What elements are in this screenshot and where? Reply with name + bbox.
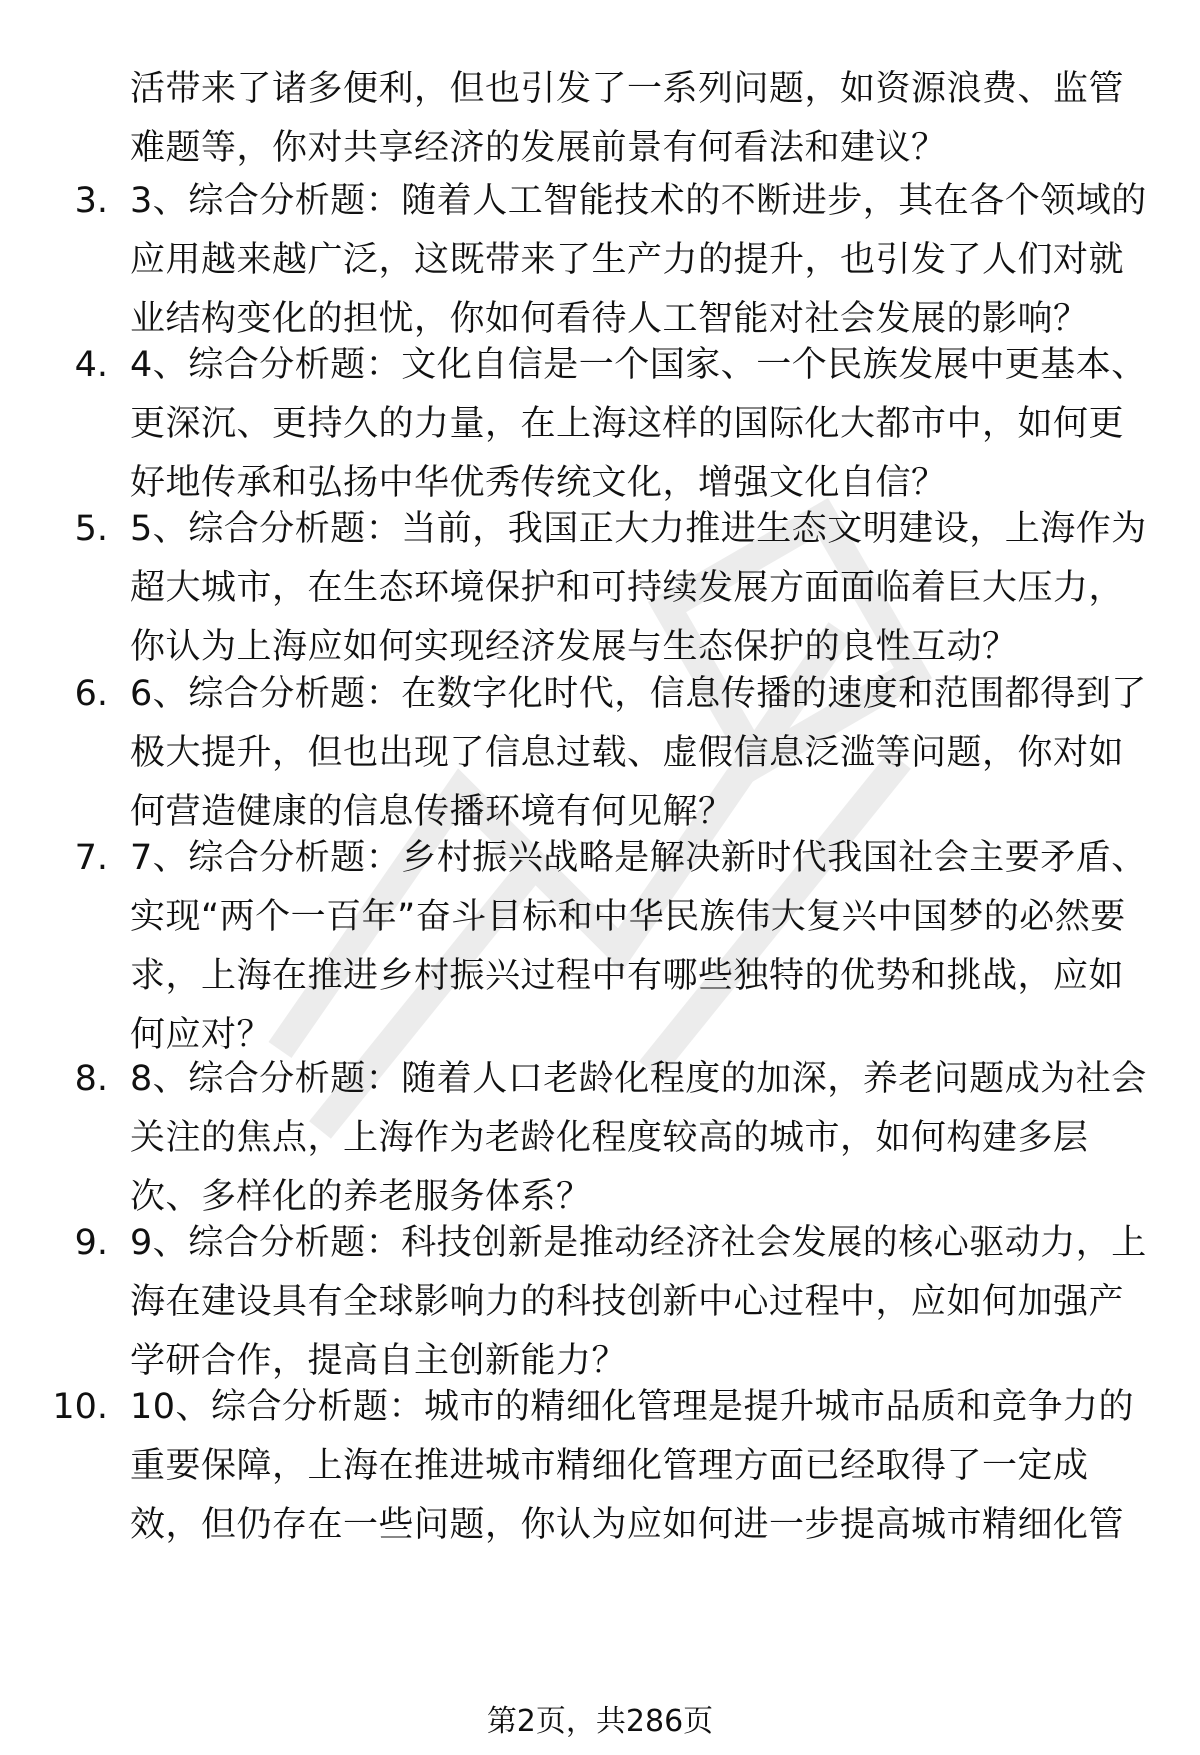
continued-question-text: 活带来了诸多便利，但也引发了一系列问题，如资源浪费、监管难题等，你对共享经济的发展前景有何看法和建议？ bbox=[130, 69, 1125, 168]
question-number: 6. bbox=[74, 674, 108, 714]
question-number: 9. bbox=[74, 1223, 108, 1263]
question-text: 4、综合分析题：文化自信是一个国家、一个民族发展中更基本、更深沉、更持久的力量，在上海这样的国际化大都市中，如何更好地传承和弘扬中华优秀传统文化，增强文化自信？ bbox=[130, 345, 1147, 503]
question-text: 6、综合分析题：在数字化时代，信息传播的速度和范围都得到了极大提升，但也出现了信息过载、虚假信息泛滥等问题，你对如何营造健康的信息传播环境有何见解？ bbox=[130, 674, 1147, 832]
question-number: 3. bbox=[74, 181, 108, 221]
question-text: 7、综合分析题：乡村振兴战略是解决新时代我国社会主要矛盾、实现“两个一百年”奋斗目标和中华民族伟大复兴中国梦的必然要求，上海在推进乡村振兴过程中有哪些独特的优势和挑战，应如何应对？ bbox=[130, 838, 1147, 1055]
question-text: 9、综合分析题：科技创新是推动经济社会发展的核心驱动力，上海在建设具有全球影响力的科技创新中心过程中，应如何加强产学研合作，提高自主创新能力？ bbox=[130, 1223, 1147, 1381]
question-number: 5. bbox=[74, 509, 108, 549]
question-number: 4. bbox=[74, 345, 108, 385]
question-text: 10、综合分析题：城市的精细化管理是提升城市品质和竞争力的重要保障，上海在推进城市精细化管理方面已经取得了一定成效，但仍存在一些问题，你认为应如何进一步提高城市精细化管 bbox=[130, 1387, 1135, 1545]
question-number: 10. bbox=[52, 1387, 108, 1427]
page-footer: 第2页，共286页 bbox=[486, 1704, 714, 1739]
question-number: 8. bbox=[74, 1059, 108, 1099]
question-text: 8、综合分析题：随着人口老龄化程度的加深，养老问题成为社会关注的焦点，上海作为老龄化程度较高的城市，如何构建多层次、多样化的养老服务体系？ bbox=[130, 1059, 1147, 1217]
question-text: 5、综合分析题：当前，我国正大力推进生态文明建设，上海作为超大城市，在生态环境保护和可持续发展方面面临着巨大压力，你认为上海应如何实现经济发展与生态保护的良性互动？ bbox=[130, 509, 1147, 667]
question-number: 7. bbox=[74, 838, 108, 878]
question-text: 3、综合分析题：随着人工智能技术的不断进步，其在各个领域的应用越来越广泛，这既带来了生产力的提升，也引发了人们对就业结构变化的担忧，你如何看待人工智能对社会发展的影响？ bbox=[130, 181, 1147, 339]
